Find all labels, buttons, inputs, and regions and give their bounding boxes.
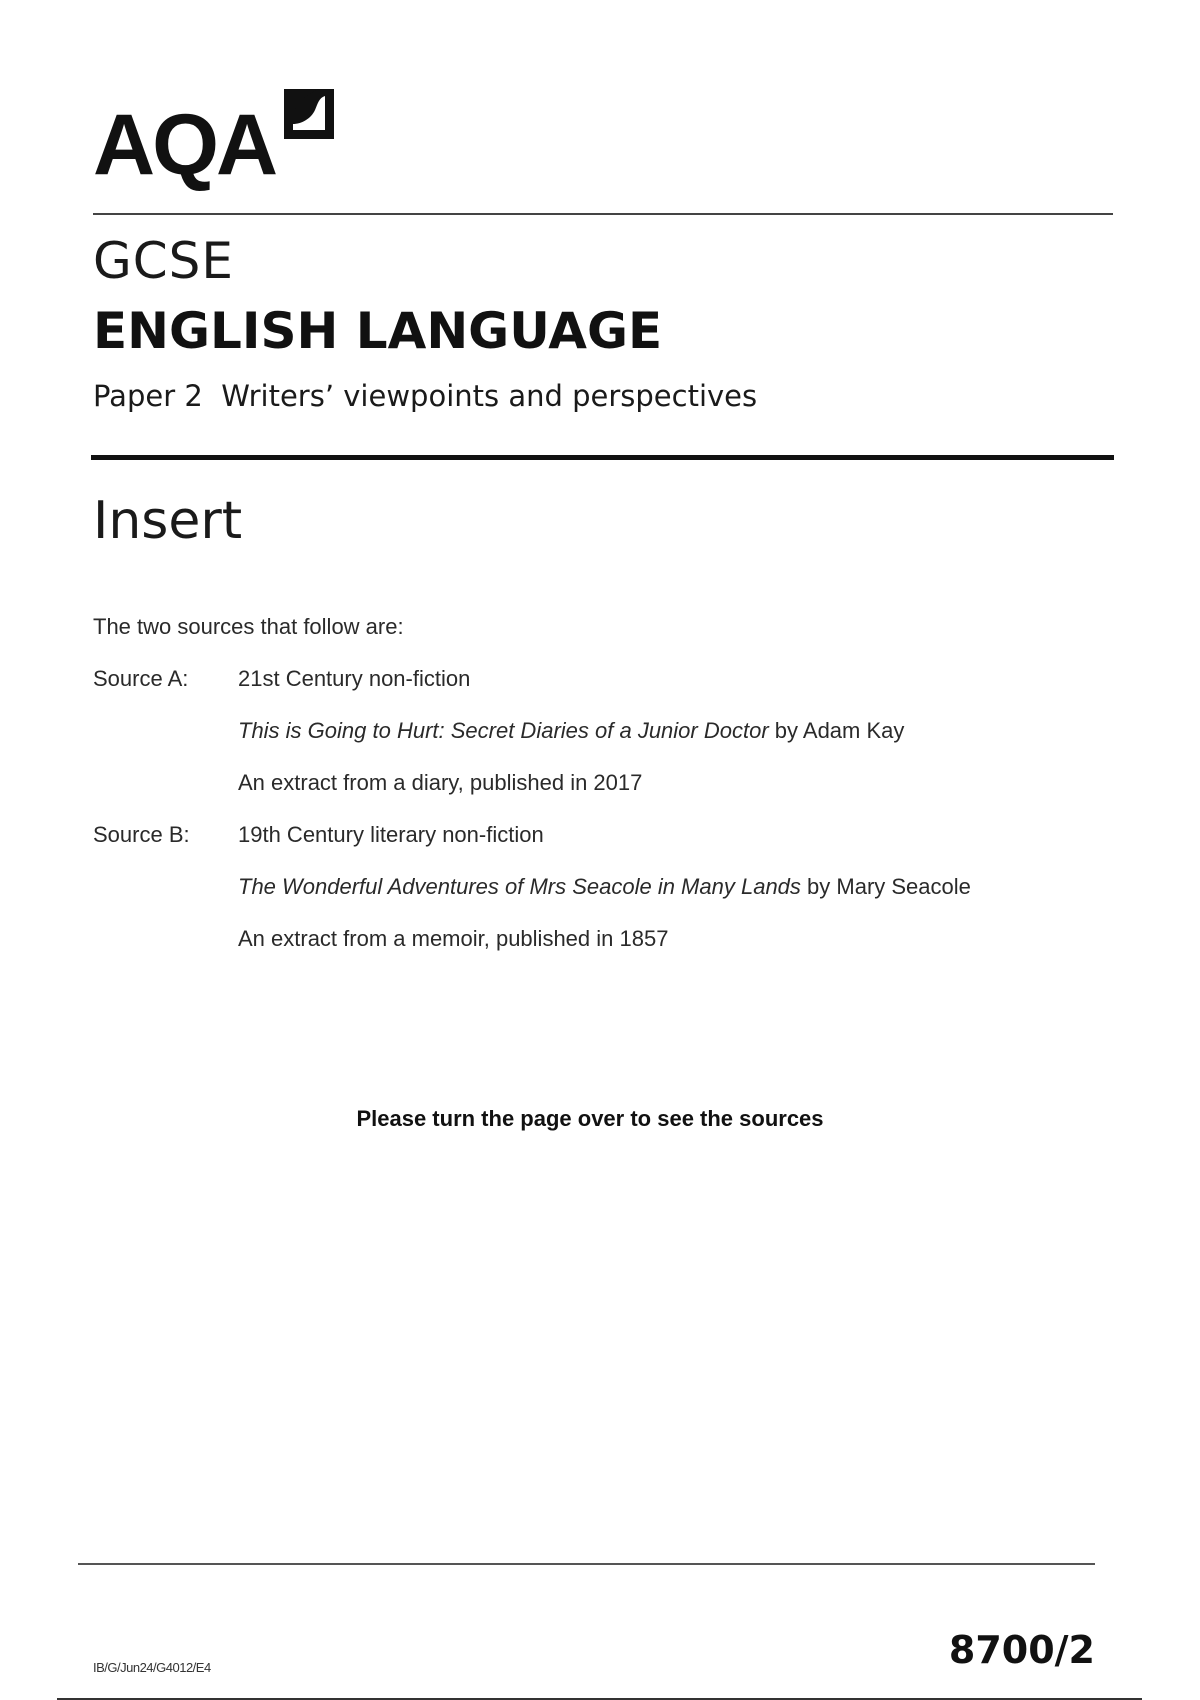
source-genre: 19th Century literary non-fiction bbox=[238, 822, 544, 847]
source-b bbox=[93, 822, 1093, 978]
aqa-logo bbox=[93, 86, 337, 193]
document-type-heading: Insert bbox=[93, 491, 243, 551]
source-title-line bbox=[238, 874, 1093, 900]
source-author: by Adam Kay bbox=[768, 718, 905, 743]
source-title-line bbox=[238, 718, 1093, 744]
qualification-title: GCSE bbox=[93, 232, 234, 290]
source-a bbox=[93, 666, 1093, 822]
source-description: An extract from a memoir, published in 1857 bbox=[238, 926, 669, 951]
sources-list bbox=[93, 666, 1093, 978]
turn-page-notice: Please turn the page over to see the sources bbox=[356, 1106, 824, 1131]
bottom-divider bbox=[78, 1563, 1095, 1565]
document-reference: IB/G/Jun24/G4012/E4 bbox=[93, 1660, 211, 1675]
source-label: Source A: bbox=[93, 666, 189, 691]
source-genre: 21st Century non-fiction bbox=[238, 666, 471, 691]
intro-text: The two sources that follow are: bbox=[93, 614, 404, 639]
logo-text: AQA bbox=[93, 97, 276, 193]
aqa-leaf-icon bbox=[281, 86, 337, 142]
source-work-title: The Wonderful Adventures of Mrs Seacole in Many Lands bbox=[238, 874, 801, 899]
paper-code: 8700/2 bbox=[948, 1628, 1095, 1672]
source-description: An extract from a diary, published in 2017 bbox=[238, 770, 643, 795]
subject-title: ENGLISH LANGUAGE bbox=[93, 302, 663, 360]
source-author: by Mary Seacole bbox=[800, 874, 971, 899]
paper-subtitle: Paper 2 Writers’ viewpoints and perspectives bbox=[93, 379, 758, 413]
thick-divider bbox=[91, 455, 1114, 460]
source-label: Source B: bbox=[93, 822, 190, 847]
top-divider bbox=[93, 213, 1113, 215]
source-work-title: This is Going to Hurt: Secret Diaries of a Junior Doctor bbox=[238, 718, 769, 743]
